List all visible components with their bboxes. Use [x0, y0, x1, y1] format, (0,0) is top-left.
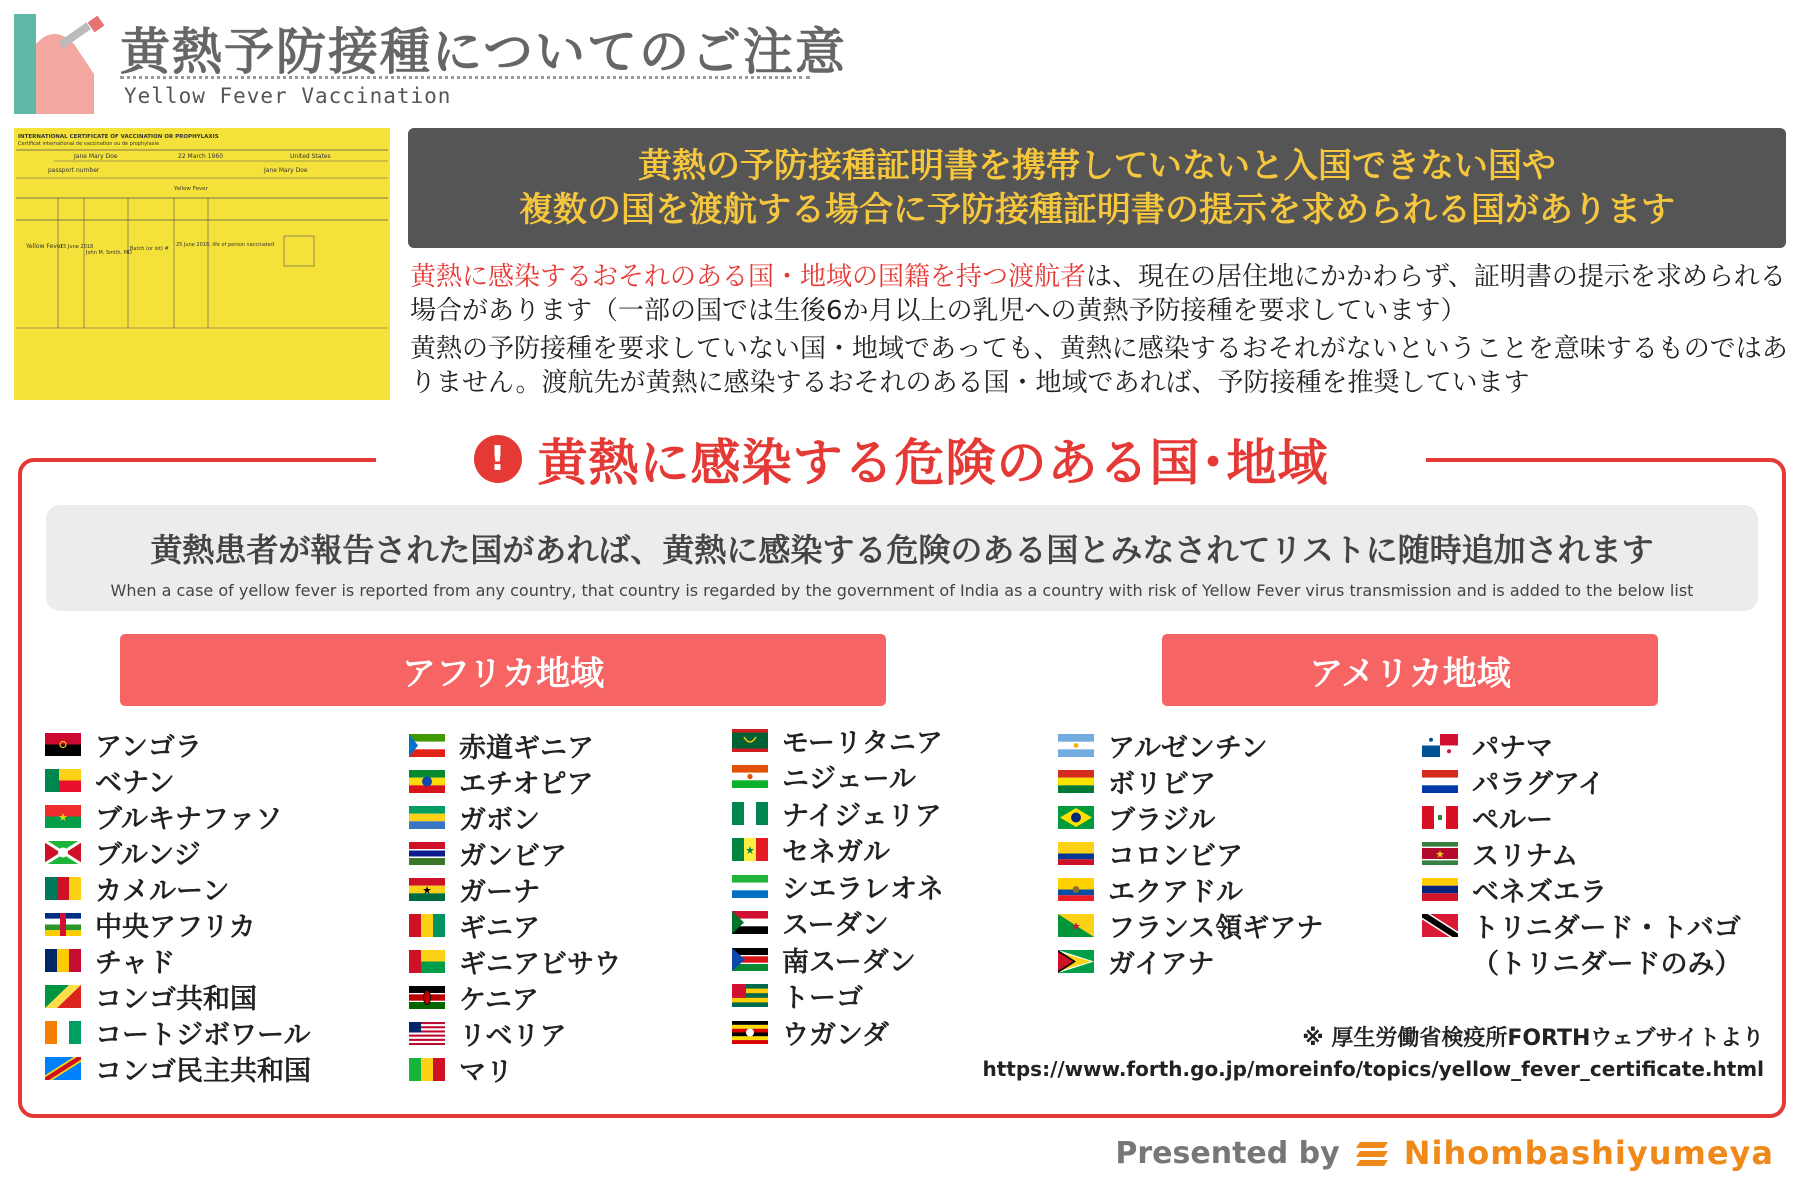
- country-item: [45, 762, 311, 798]
- country-name: ガイアナ: [1108, 948, 1215, 980]
- trinidad-note: （トリニダードのみ）: [1472, 948, 1742, 980]
- nationality-highlight: 黄熱に感染するおそれのある国・地域の国籍を持つ渡航者: [410, 262, 1087, 292]
- country-name: ガンビア: [459, 840, 567, 872]
- country-name: ベナン: [95, 767, 175, 799]
- country-name: ボリビア: [1108, 768, 1216, 800]
- country-name: アルゼンチン: [1108, 732, 1268, 764]
- country-name: ブルンジ: [95, 839, 201, 871]
- country-item: [45, 798, 311, 834]
- notice-jp: 黄熱患者が報告された国があれば、黄熱に感染する危険のある国とみなされてリストに随時追加されます: [150, 531, 1654, 569]
- country-item: [1058, 799, 1323, 835]
- gabon-flag-icon: [409, 806, 445, 829]
- country-item: [45, 1050, 311, 1086]
- congo-flag-icon: [45, 985, 81, 1008]
- country-item: [45, 942, 311, 978]
- senegal-flag-icon: [732, 838, 768, 861]
- country-name: ギニアビサウ: [459, 948, 621, 980]
- country-item: [1422, 763, 1741, 799]
- country-item: [1422, 871, 1741, 907]
- country-name: 中央アフリカ: [95, 911, 256, 943]
- country-name: パナマ: [1472, 732, 1553, 764]
- burkina-faso-flag-icon: [45, 805, 81, 828]
- country-item: [732, 1014, 944, 1051]
- suriname-flag-icon: [1422, 842, 1458, 865]
- cameroon-flag-icon: [45, 877, 81, 900]
- america-column-2: [1422, 727, 1741, 979]
- venezuela-flag-icon: [1422, 878, 1458, 901]
- country-item: [1422, 907, 1741, 943]
- country-item: [409, 835, 621, 871]
- colombia-flag-icon: [1058, 842, 1094, 865]
- argentina-flag-icon: [1058, 734, 1094, 757]
- alert-icon: !: [474, 435, 522, 483]
- country-item: [1058, 835, 1323, 871]
- notice-en: When a case of yellow fever is reported from any country, that country is regarded by the government of India as a country with risk of Yellow Fever virus transmission and is added to the below list: [110, 581, 1694, 600]
- country-name: ガボン: [459, 804, 540, 836]
- kenya-flag-icon: [409, 986, 445, 1009]
- country-item: [1422, 727, 1741, 763]
- source-note: [982, 1024, 1764, 1084]
- country-name: トーゴ: [782, 983, 863, 1015]
- country-name: 南スーダン: [782, 946, 916, 978]
- cert-name: Jane Mary Doe: [74, 153, 118, 160]
- country-item: [732, 759, 944, 796]
- bolivia-flag-icon: [1058, 770, 1094, 793]
- country-item: [1058, 727, 1323, 763]
- ecuador-flag-icon: [1058, 878, 1094, 901]
- country-name: ナイジェリア: [782, 800, 942, 832]
- country-item: [1422, 799, 1741, 835]
- cert-row-date: 15 June 2018: [60, 244, 94, 250]
- cert-clinician: John M. Smith, MD: [86, 250, 132, 256]
- guinea-bissau-flag-icon: [409, 950, 445, 973]
- country-name: ガーナ: [459, 876, 540, 908]
- country-name: ペルー: [1472, 804, 1553, 836]
- paraguay-flag-icon: [1422, 770, 1458, 793]
- country-name: ベネズエラ: [1472, 876, 1607, 908]
- region-america: アメリカ地域: [1162, 634, 1658, 706]
- country-name: コートジボワール: [95, 1019, 311, 1051]
- sudan-flag-icon: [732, 911, 768, 934]
- peru-flag-icon: [1422, 806, 1458, 829]
- brazil-flag-icon: [1058, 806, 1094, 829]
- page-title: 黄熱予防接種についてのご注意: [120, 23, 847, 81]
- dr-congo-flag-icon: [45, 1057, 81, 1080]
- country-item: [732, 941, 944, 978]
- country-name: マリ: [459, 1056, 513, 1088]
- banner-line-1: 黄熱の予防接種証明書を携帯していないと入国できない国や: [638, 146, 1556, 186]
- cert-vaccine: Yellow Fever: [174, 186, 208, 192]
- country-item: [409, 799, 621, 835]
- presented-by: Presented by: [1115, 1135, 1340, 1171]
- country-name: トリニダード・トバゴ: [1472, 912, 1741, 944]
- uganda-flag-icon: [732, 1021, 768, 1044]
- cert-passport: passport number: [48, 167, 100, 174]
- country-item: [732, 832, 944, 869]
- country-name: エクアドル: [1108, 876, 1243, 908]
- cert-valid: 25 June 2018, life of person vaccinated: [176, 242, 275, 248]
- angola-flag-icon: [45, 733, 81, 756]
- country-item: [409, 727, 621, 763]
- country-item: [409, 763, 621, 799]
- country-item: [409, 871, 621, 907]
- country-name: ウガンダ: [782, 1019, 889, 1051]
- risk-title: [376, 424, 1426, 494]
- africa-column-1: [45, 726, 311, 1086]
- country-name: シエラレオネ: [782, 873, 944, 905]
- cert-country: United States: [290, 153, 331, 160]
- cert-subheading: Certificat international de vaccination ou de prophylaxie: [18, 141, 160, 147]
- brand-logo-icon: [1352, 1138, 1392, 1168]
- nationality-text: は、現在の居住地にかかわらず、証明書の提示を求められる場合があります（一部の国では生後6か月以上の乳児への黄熱予防接種を要求しています）: [410, 262, 1786, 326]
- country-name: モーリタニア: [782, 727, 943, 759]
- banner-line-2: 複数の国を渡航する場合に予防接種証明書の提示を求められる国があります: [519, 190, 1675, 230]
- country-item: [45, 870, 311, 906]
- country-name: 赤道ギニア: [459, 732, 594, 764]
- burundi-flag-icon: [45, 841, 81, 864]
- country-item: [45, 1014, 311, 1050]
- mauritania-flag-icon: [732, 729, 768, 752]
- country-name: ブルキナファソ: [95, 803, 283, 835]
- recommendation-paragraph: 黄熱の予防接種を要求していない国・地域であっても、黄熱に感染するおそれがないということを意味するものではありません。渡航先が黄熱に感染するおそれのある国・地域であれば、予防接種を推奨しています: [410, 334, 1788, 398]
- country-name: スーダン: [782, 910, 889, 942]
- chad-flag-icon: [45, 949, 81, 972]
- country-name: アンゴラ: [95, 731, 202, 763]
- title-divider: [120, 76, 810, 79]
- country-item: [409, 1015, 621, 1051]
- africa-column-2: [409, 727, 621, 1087]
- country-name: カメルーン: [95, 875, 230, 907]
- french-guiana-flag-icon: [1058, 914, 1094, 937]
- cote-divoire-flag-icon: [45, 1021, 81, 1044]
- country-item: [732, 795, 944, 832]
- cert-date: 22 March 1960: [178, 153, 224, 160]
- country-item: [732, 722, 944, 759]
- mali-flag-icon: [409, 1058, 445, 1081]
- country-item: [409, 1051, 621, 1087]
- country-name: セネガル: [782, 837, 890, 869]
- footer-credit: [1115, 1134, 1774, 1172]
- country-item: [1058, 763, 1323, 799]
- brand-name: Nihombashiyumeya: [1403, 1134, 1774, 1172]
- country-item: [732, 868, 944, 905]
- country-name: コンゴ共和国: [95, 983, 257, 1015]
- nigeria-flag-icon: [732, 802, 768, 825]
- cert-disease: Yellow Fever: [26, 243, 63, 250]
- country-name: コロンビア: [1108, 840, 1243, 872]
- country-name: スリナム: [1472, 840, 1579, 872]
- country-item: [45, 978, 311, 1014]
- country-item: [1058, 943, 1323, 979]
- country-item: [45, 906, 311, 942]
- country-item: [409, 943, 621, 979]
- guinea-flag-icon: [409, 914, 445, 937]
- guyana-flag-icon: [1058, 950, 1094, 973]
- page-subtitle: Yellow Fever Vaccination: [124, 84, 452, 108]
- ethiopia-flag-icon: [409, 770, 445, 793]
- vaccination-icon: [14, 14, 112, 114]
- country-name: チャド: [95, 947, 176, 979]
- togo-flag-icon: [732, 984, 768, 1007]
- country-name: コンゴ民主共和国: [95, 1055, 311, 1087]
- country-item: [409, 907, 621, 943]
- cert-heading: INTERNATIONAL CERTIFICATE OF VACCINATION OR PROPHYLAXIS: [18, 134, 219, 140]
- country-name: フランス領ギアナ: [1108, 912, 1324, 944]
- niger-flag-icon: [732, 765, 768, 788]
- country-name: ケニア: [459, 984, 539, 1016]
- region-africa: アフリカ地域: [120, 634, 886, 706]
- risk-title-text: 黄熱に感染する危険のある国･地域: [537, 434, 1329, 492]
- central-african-republic-flag-icon: [45, 913, 81, 936]
- country-item: [732, 978, 944, 1015]
- country-item: [409, 979, 621, 1015]
- country-name: パラグアイ: [1472, 768, 1605, 800]
- ghana-flag-icon: [409, 878, 445, 901]
- nationality-paragraph: [410, 260, 1790, 328]
- country-item: [45, 834, 311, 870]
- source-url: https://www.forth.go.jp/moreinfo/topics/yellow_fever_certificate.html: [982, 1057, 1764, 1081]
- country-item: [1058, 907, 1323, 943]
- source-label: ※ 厚生労働省検疫所FORTHウェブサイトより: [1302, 1026, 1764, 1051]
- country-name: リベリア: [459, 1020, 567, 1052]
- cert-signature: Jane Mary Doe: [264, 167, 308, 174]
- africa-column-3: [732, 722, 944, 1051]
- america-column-1: [1058, 727, 1323, 979]
- country-name: ブラジル: [1108, 804, 1216, 836]
- certificate-image: [14, 128, 390, 400]
- sierra-leone-flag-icon: [732, 875, 768, 898]
- benin-flag-icon: [45, 769, 81, 792]
- requirement-banner: [408, 128, 1786, 248]
- panama-flag-icon: [1422, 734, 1458, 757]
- country-item: [1422, 835, 1741, 871]
- equatorial-guinea-flag-icon: [409, 734, 445, 757]
- trinidad-tobago-flag-icon: [1422, 914, 1458, 937]
- country-name: エチオピア: [459, 768, 594, 800]
- country-item: [1058, 871, 1323, 907]
- south-sudan-flag-icon: [732, 948, 768, 971]
- country-name: ギニア: [459, 912, 540, 944]
- country-item: [45, 726, 311, 762]
- liberia-flag-icon: [409, 1022, 445, 1045]
- country-item: [732, 905, 944, 942]
- gambia-flag-icon: [409, 842, 445, 865]
- notice-box: [46, 505, 1758, 611]
- country-name: ニジェール: [782, 764, 916, 796]
- cert-batch: Batch (or lot) #: [130, 246, 169, 252]
